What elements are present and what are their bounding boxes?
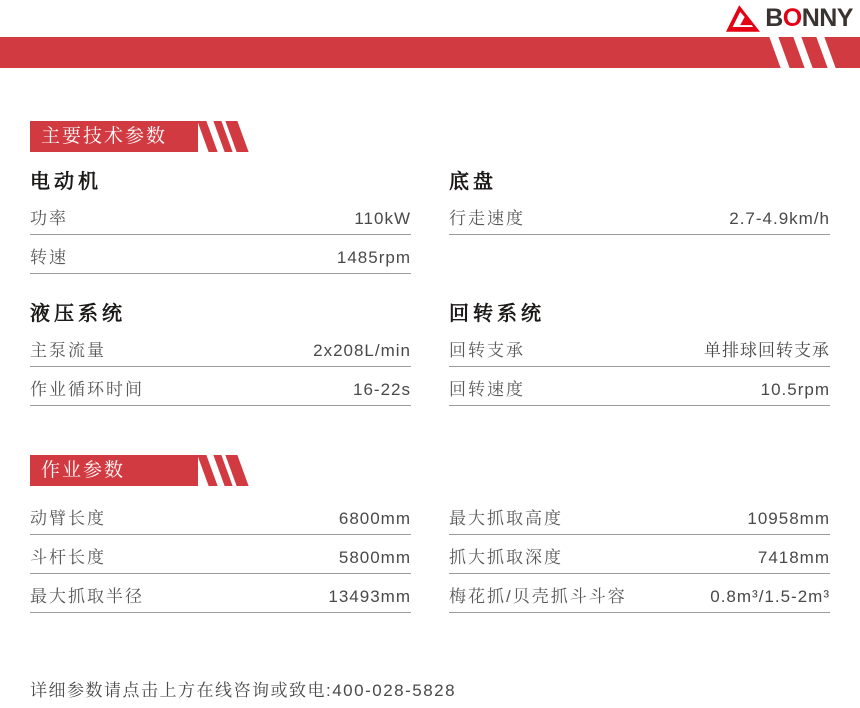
- spec-value: 5800mm: [338, 548, 411, 567]
- spec-group-chassis: [449, 168, 830, 274]
- spec-group-work-right: [449, 496, 830, 613]
- spec-value: 2.7-4.9km/h: [729, 209, 830, 228]
- section-banner-body: [30, 121, 198, 152]
- spec-row: [449, 196, 830, 235]
- spec-label: 最大抓取半径: [30, 587, 144, 606]
- spec-value: 6800mm: [338, 509, 411, 528]
- spec-label: 斗杆长度: [30, 548, 106, 567]
- spec-value: 110kW: [354, 209, 411, 228]
- group-title: 电动机: [30, 171, 102, 193]
- spec-group-slewing: [449, 300, 830, 406]
- spec-row: [30, 574, 411, 613]
- spec-row: [449, 535, 830, 574]
- spec-group-hydraulic: [30, 300, 411, 406]
- brand-bar-tail: [824, 37, 860, 68]
- spec-value: 16-22s: [353, 380, 411, 399]
- spec-label: 转速: [30, 248, 68, 267]
- spec-value: 1485rpm: [336, 248, 411, 267]
- spec-row: [449, 574, 830, 613]
- spec-value: 10.5rpm: [760, 380, 830, 399]
- brand-bar-stripe: [778, 37, 804, 68]
- brand-bar-stripe: [801, 37, 827, 68]
- spec-row: [30, 196, 411, 235]
- brand-letters-post: NNY: [801, 4, 853, 32]
- spec-row: [30, 496, 411, 535]
- spec-label: 抓大抓取深度: [449, 548, 563, 567]
- header: [0, 0, 860, 37]
- spec-label: 主泵流量: [30, 341, 106, 360]
- spec-row: [30, 235, 411, 274]
- spec-value: 单排球回转支承: [704, 341, 830, 360]
- spec-label: 作业循环时间: [30, 380, 144, 399]
- group-title: 液压系统: [30, 303, 126, 325]
- spec-row: [30, 535, 411, 574]
- work-params-grid: [30, 496, 830, 613]
- section-banner-body: [30, 455, 198, 486]
- spec-label: 回转速度: [449, 380, 525, 399]
- section-banner-work-params: [30, 455, 250, 486]
- spec-label: 回转支承: [449, 341, 525, 360]
- brand-wordmark: [765, 6, 853, 31]
- bonny-triangle-logo-icon: [726, 5, 760, 32]
- group-title: 底盘: [449, 171, 497, 193]
- spec-row: [449, 367, 830, 406]
- spec-group-motor: [30, 168, 411, 274]
- bonny-logo: [726, 5, 853, 32]
- spec-label: 梅花抓/贝壳抓斗斗容: [449, 587, 627, 606]
- spec-label: 功率: [30, 209, 68, 228]
- section-title: 主要技术参数: [41, 126, 168, 147]
- brand-bar: [0, 37, 860, 68]
- main-specs-grid: [30, 168, 830, 406]
- spec-value: 2x208L/min: [313, 341, 411, 360]
- spec-row: [30, 367, 411, 406]
- section-title: 作业参数: [41, 460, 126, 481]
- brand-letter-accent: O: [782, 4, 802, 32]
- spec-value: 7418mm: [757, 548, 830, 567]
- brand-bar-body: [0, 37, 781, 68]
- spec-group-work-left: [30, 496, 411, 613]
- spec-row: [449, 496, 830, 535]
- spec-label: 最大抓取高度: [449, 509, 563, 528]
- section-banner-main-specs: [30, 121, 250, 152]
- spec-label: 动臂长度: [30, 509, 106, 528]
- spec-value: 0.8m³/1.5-2m³: [710, 587, 830, 606]
- brand-letters-pre: B: [765, 4, 783, 32]
- spec-row: [449, 328, 830, 367]
- spec-row: [30, 328, 411, 367]
- spec-value: 13493mm: [328, 587, 411, 606]
- spec-value: 10958mm: [747, 509, 830, 528]
- hotline-note: 详细参数请点击上方在线咨询或致电:400-028-5828: [30, 681, 457, 700]
- group-title: 回转系统: [449, 303, 545, 325]
- content: [0, 121, 860, 701]
- spec-label: 行走速度: [449, 209, 525, 228]
